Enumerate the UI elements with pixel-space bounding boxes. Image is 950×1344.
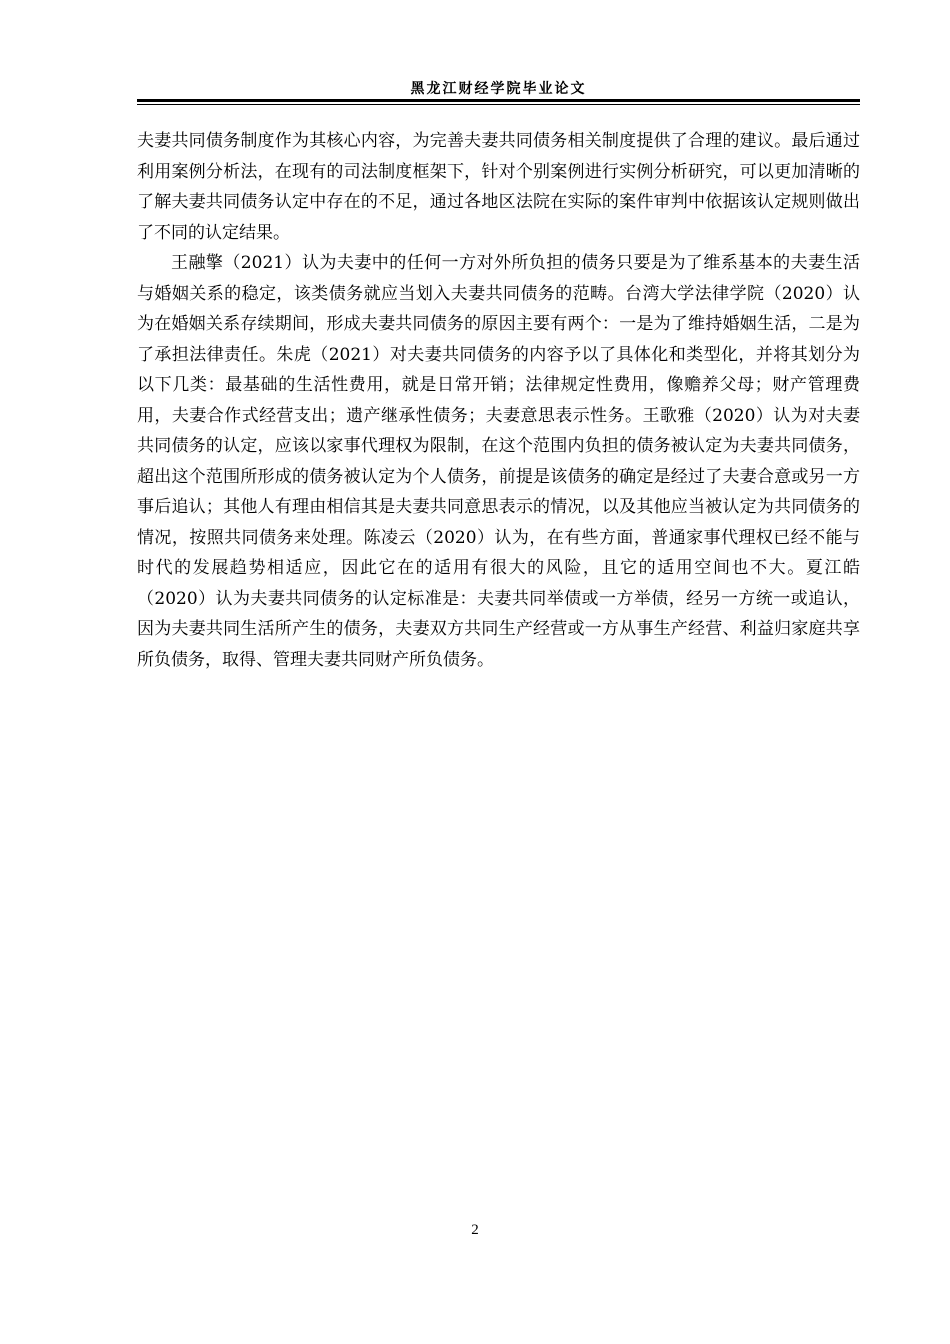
running-header: 黑龙江财经学院毕业论文 xyxy=(410,81,587,97)
header-rule-thin xyxy=(137,104,860,105)
paragraph-continuation: 夫妻共同债务制度作为其核心内容，为完善夫妻共同债务相关制度提供了合理的建议。最后通过利用案例分析法，在现有的司法制度框架下，针对个别案例进行实例分析研究，可以更加清晰的了解夫妻共同债务认定中存在的不足，通过各地区法院在实际的案件审判中依据该认定规则做出了不同的认定结果。 xyxy=(137,131,860,243)
body-text xyxy=(137,126,860,675)
page-number: 2 xyxy=(471,1222,479,1238)
paragraph-literature-review: 王融擎（2021）认为夫妻中的任何一方对外所负担的债务只要是为了维系基本的夫妻生活与婚姻关系的稳定，该类债务就应当划入夫妻共同债务的范畴。台湾大学法律学院（2020）认为在婚姻关系存续期间，形成夫妻共同债务的原因主要有两个：一是为了维持婚姻生活，二是为了承担法律责任。朱虎（2021）对夫妻共同债务的内容予以了具体化和类型化，并将其划分为以下几类：最基础的生活性费用，就是日常开销；法律规定性费用，像赡养父母；财产管理费用，夫妻合作式经营支出；遗产继承性债务；夫妻意思表示性务。王歌雅（2020）认为对夫妻共同债务的认定，应该以家事代理权为限制，在这个范围内负担的债务被认定为夫妻共同债务，超出这个范围所形成的债务被认定为个人债务，前提是该债务的确定是经过了夫妻合意或另一方事后追认；其他人有理由相信其是夫妻共同意思表示的情况，以及其他应当被认定为共同债务的情况，按照共同债务来处理。陈凌云（2020）认为，在有些方面，普通家事代理权已经不能与时代的发展趋势相适应，因此它在的适用有很大的风险，且它的适用空间也不大。夏江皓（2020）认为夫妻共同债务的认定标准是：夫妻共同举债或一方举债，经另一方统一或追认，因为夫妻共同生活所产生的债务，夫妻双方共同生产经营或一方从事生产经营、利益归家庭共享所负债务，取得、管理夫妻共同财产所负债务。 xyxy=(137,253,860,670)
header-rule-thick xyxy=(137,99,860,102)
